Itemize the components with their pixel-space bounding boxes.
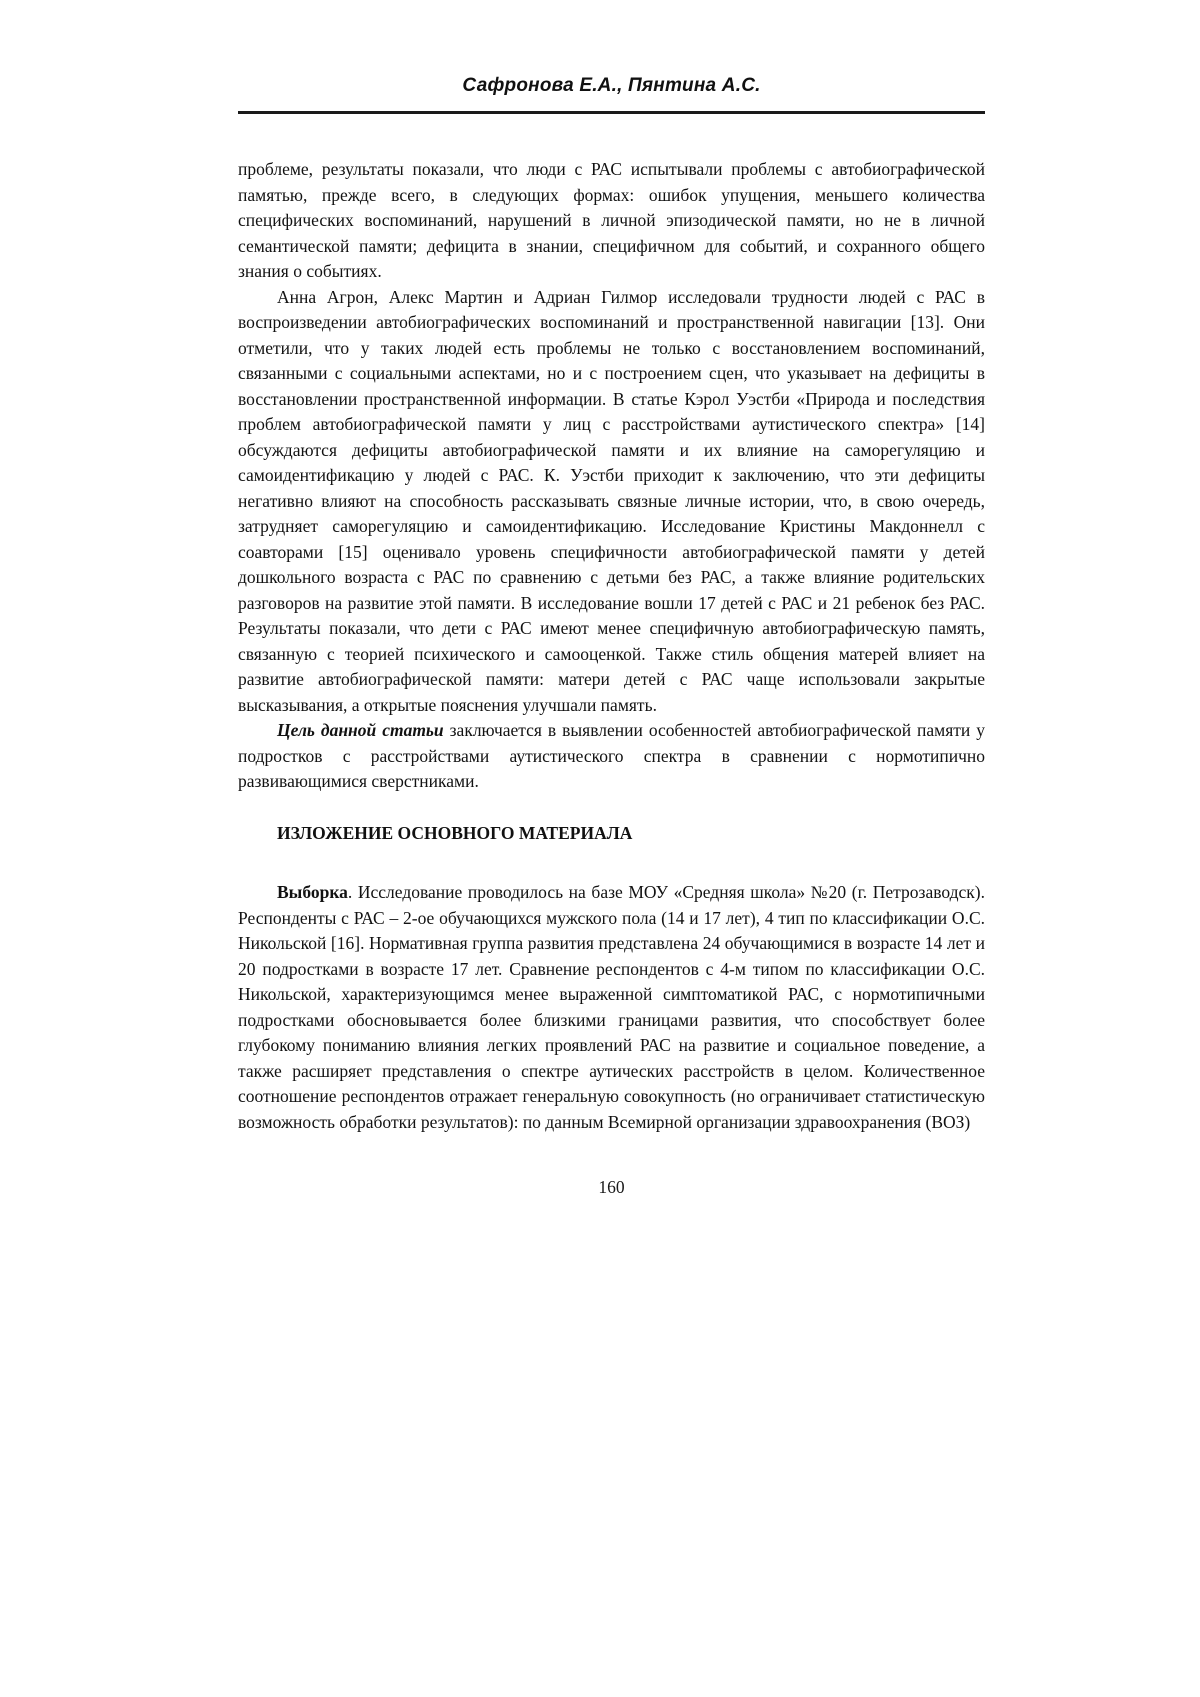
body-paragraph-4 [238, 880, 985, 1135]
paragraph-4-lead: Выборка [277, 882, 348, 902]
body-paragraph-3 [238, 718, 985, 795]
article-body [238, 157, 985, 1135]
page-number: 160 [598, 1177, 625, 1197]
page-header-authors: Сафронова Е.А., Пянтина А.С. [462, 75, 761, 96]
paragraph-3-lead: Цель данной статьи [277, 720, 444, 740]
header-rule [238, 111, 985, 114]
paragraph-4-text: . Исследование проводилось на базе МОУ «Средняя школа» №20 (г. Петрозаводск). Респонденты с РАС – 2-ое обучающихся мужского пола (14 и 17 лет), 4 тип по классификации О.С. Никольской [16]. Нормативная группа развития представлена 24 обучающимися в возрасте 14 лет и 20 подростками в возрасте 17 лет. Сравнение респондентов с 4-м типом по классификации О.С. Никольской, характеризующимся менее выраженной симптоматикой РАС, с нормотипичными подростками обосновывается более близкими границами развития, что способствует более глубокому пониманию влияния легких проявлений РАС на развитие и социальное поведение, а также расширяет представления о спектре аутических расстройств в целом. Количественное соотношение респондентов отражает генеральную совокупность (но ограничивает статистическую возможность обработки результатов): по данным Всемирной организации здравоохранения (ВОЗ) [238, 882, 985, 1132]
body-paragraph-1: проблеме, результаты показали, что люди с РАС испытывали проблемы с автобиографической памятью, прежде всего, в следующих формах: ошибок упущения, меньшего количества специфических воспоминаний, нарушений в личной эпизодической памяти, но не в личной семантической памяти; дефицита в знании, специфичном для событий, и сохранного общего знания о событиях. [238, 159, 985, 281]
paragraph-3-text: заключается в выявлении особенностей автобиографической памяти у подростков с расстройствами аутистического спектра в сравнении с нормотипично развивающимися сверстниками. [238, 720, 986, 791]
paper-page [238, 0, 985, 1201]
section-heading: ИЗЛОЖЕНИЕ ОСНОВНОГО МАТЕРИАЛА [277, 822, 633, 843]
body-paragraph-2: Анна Агрон, Алекс Мартин и Адриан Гилмор исследовали трудности людей с РАС в воспроизведении автобиографических воспоминаний и пространственной навигации [13]. Они отметили, что у таких людей есть проблемы не только с восстановлением воспоминаний, связанными с социальными аспектами, но и с построением сцен, что указывает на дефициты в восстановлении пространственной информации. В статье Кэрол Уэстби «Природа и последствия проблем автобиографической памяти у лиц с расстройствами аутистического спектра» [14] обсуждаются дефициты автобиографической памяти и их влияние на саморегуляцию и самоидентификацию у людей с РАС. К. Уэстби приходит к заключению, что эти дефициты негативно влияют на способность рассказывать связные личные истории, что, в свою очередь, затрудняет саморегуляцию и самоидентификацию. Исследование Кристины Макдоннелл с соавторами [15] оценивало уровень специфичности автобиографической памяти у детей дошкольного возраста с РАС по сравнению с детьми без РАС, а также влияние родительских разговоров на развитие этой памяти. В исследование вошли 17 детей с РАС и 21 ребенок без РАС. Результаты показали, что дети с РАС имеют менее специфичную автобиографическую память, связанную с теорией психического и самооценкой. Также стиль общения матерей влияет на развитие автобиографической памяти: матери детей с РАС чаще использовали закрытые высказывания, а открытые пояснения улучшали память. [238, 286, 985, 715]
